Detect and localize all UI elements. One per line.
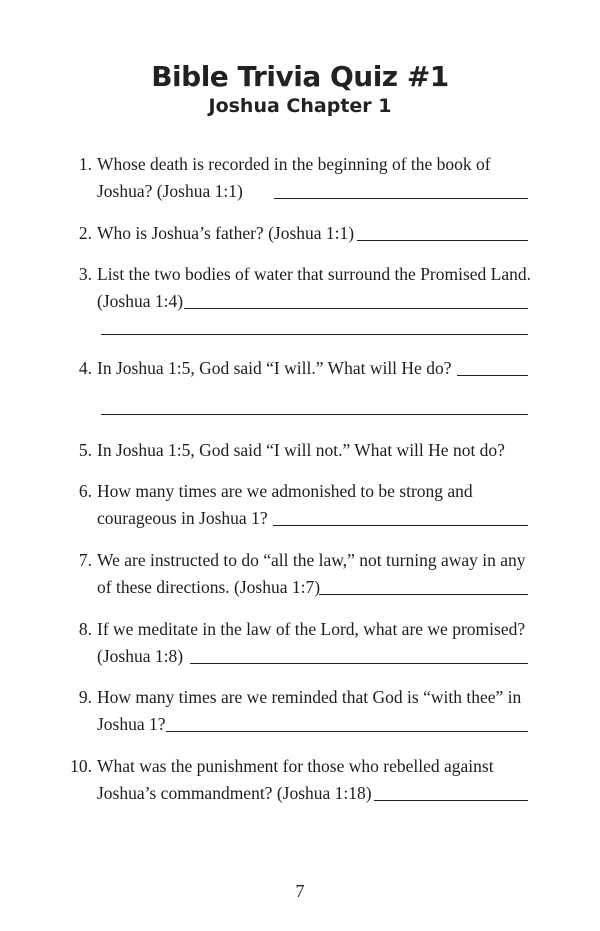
answer-blank[interactable] xyxy=(274,198,528,199)
question-text: of these directions. (Joshua 1:7) xyxy=(97,577,321,597)
question-text: Who is Joshua’s father? (Joshua 1:1) xyxy=(97,223,355,243)
answer-blank[interactable] xyxy=(374,800,528,801)
question-text: In Joshua 1:5, God said “I will not.” What will He not do? xyxy=(97,440,505,460)
question-text: In Joshua 1:5, God said “I will.” What will He do? xyxy=(97,358,452,378)
question-text: Joshua 1? xyxy=(97,714,166,734)
question-text: What was the punishment for those who rebelled against xyxy=(97,756,494,776)
question-text: (Joshua 1:8) xyxy=(97,646,184,666)
page-number: 7 xyxy=(295,881,305,901)
question-text: We are instructed to do “all the law,” not turning away in any xyxy=(97,550,526,570)
question-number: 10. xyxy=(70,756,92,776)
question-text: If we meditate in the law of the Lord, what are we promised? xyxy=(97,619,526,639)
question-number: 3. xyxy=(78,264,92,284)
page-subtitle: Joshua Chapter 1 xyxy=(208,95,392,117)
question-text: List the two bodies of water that surround the Promised Land. xyxy=(97,264,532,284)
question-number: 1. xyxy=(78,154,92,174)
question-text: (Joshua 1:4) xyxy=(97,291,184,311)
answer-blank[interactable] xyxy=(457,375,528,376)
answer-blank[interactable] xyxy=(319,594,528,595)
question-text: Joshua’s commandment? (Joshua 1:18) xyxy=(97,783,372,803)
answer-blank[interactable] xyxy=(273,525,528,526)
question-number: 4. xyxy=(78,358,92,378)
page-title: Bible Trivia Quiz #1 xyxy=(151,60,449,93)
question-text: How many times are we admonished to be strong and xyxy=(97,481,473,501)
answer-blank[interactable] xyxy=(184,308,528,309)
answer-blank[interactable] xyxy=(101,334,528,335)
answer-blank[interactable] xyxy=(190,663,528,664)
answer-blank[interactable] xyxy=(101,414,528,415)
question-text: Whose death is recorded in the beginning of the book of xyxy=(97,154,491,174)
question-number: 9. xyxy=(78,687,92,707)
question-number: 2. xyxy=(78,223,92,243)
question-number: 7. xyxy=(78,550,92,570)
question-number: 5. xyxy=(78,440,92,460)
question-number: 8. xyxy=(78,619,92,639)
question-text: courageous in Joshua 1? xyxy=(97,508,268,528)
answer-blank[interactable] xyxy=(357,240,528,241)
question-text: How many times are we reminded that God is “with thee” in xyxy=(97,687,522,707)
question-text: Joshua? (Joshua 1:1) xyxy=(97,181,243,201)
question-number: 6. xyxy=(78,481,92,501)
answer-blank[interactable] xyxy=(166,731,528,732)
